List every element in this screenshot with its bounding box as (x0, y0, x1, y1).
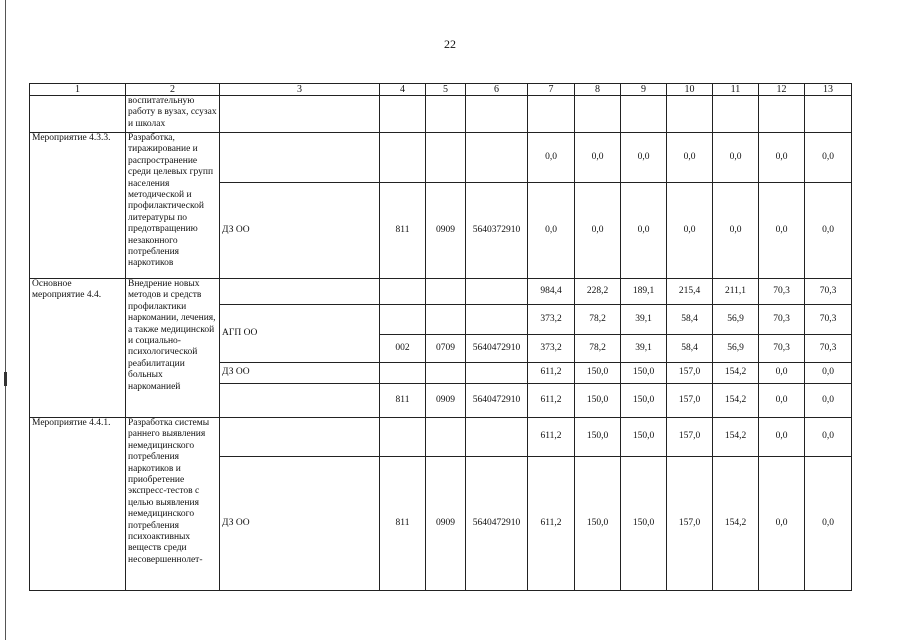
grbs-cell (380, 133, 426, 183)
section-cell (426, 305, 466, 335)
value-cell: 0,0 (805, 384, 852, 418)
executor-cell: ДЗ ОО (220, 183, 380, 279)
page-number: 22 (444, 37, 456, 51)
value-cell: 611,2 (528, 418, 575, 457)
value-cell: 39,1 (621, 305, 667, 335)
executor-cell (220, 96, 380, 133)
column-header: 13 (805, 84, 852, 96)
value-cell: 228,2 (575, 279, 621, 305)
value-cell: 150,0 (621, 457, 667, 591)
executor-cell: ДЗ ОО (220, 457, 380, 591)
column-header: 2 (126, 84, 220, 96)
grbs-cell (380, 363, 426, 384)
value-cell: 984,4 (528, 279, 575, 305)
target-cell (466, 279, 528, 305)
value-cell: 211,1 (713, 279, 759, 305)
value-cell: 70,3 (759, 335, 805, 363)
value-cell: 154,2 (713, 457, 759, 591)
value-cell: 0,0 (528, 183, 575, 279)
target-cell: 5640472910 (466, 384, 528, 418)
table-row (30, 418, 852, 457)
value-cell: 150,0 (575, 363, 621, 384)
value-cell: 0,0 (805, 183, 852, 279)
value-cell: 0,0 (805, 457, 852, 591)
target-cell: 5640372910 (466, 183, 528, 279)
value-cell: 154,2 (713, 418, 759, 457)
column-header: 12 (759, 84, 805, 96)
target-cell: 5640472910 (466, 335, 528, 363)
column-header: 10 (667, 84, 713, 96)
value-cell: 0,0 (575, 133, 621, 183)
value-cell: 0,0 (759, 363, 805, 384)
budget-table (29, 83, 852, 591)
target-cell (466, 133, 528, 183)
value-cell: 0,0 (621, 133, 667, 183)
executor-cell (220, 133, 380, 183)
section-cell: 0909 (426, 183, 466, 279)
column-header: 3 (220, 84, 380, 96)
value-cell: 611,2 (528, 363, 575, 384)
value-cell: 157,0 (667, 384, 713, 418)
value-cell: 0,0 (575, 183, 621, 279)
value-cell: 56,9 (713, 305, 759, 335)
description-cell: Разработка системы раннего выявления немедицинского потребления наркотиков и приобретение экспресс-тестов с целью выявления немедицинского потребления психоактивных веществ среди несовершеннолет- (126, 418, 220, 591)
grbs-cell: 002 (380, 335, 426, 363)
section-cell (426, 418, 466, 457)
value-cell (713, 96, 759, 133)
value-cell: 189,1 (621, 279, 667, 305)
value-cell: 56,9 (713, 335, 759, 363)
scan-edge-mark (4, 372, 7, 386)
value-cell (575, 96, 621, 133)
section-cell (426, 133, 466, 183)
value-cell: 150,0 (575, 384, 621, 418)
table-row (30, 133, 852, 183)
value-cell: 70,3 (759, 305, 805, 335)
target-cell (466, 418, 528, 457)
grbs-cell (380, 418, 426, 457)
value-cell: 611,2 (528, 457, 575, 591)
value-cell: 70,3 (805, 279, 852, 305)
description-cell: воспитательную работу в вузах, ссузах и школах (126, 96, 220, 133)
value-cell: 0,0 (759, 384, 805, 418)
column-header: 6 (466, 84, 528, 96)
section-cell: 0909 (426, 384, 466, 418)
value-cell: 157,0 (667, 457, 713, 591)
value-cell (528, 96, 575, 133)
description-cell: Разработка, тиражирование и распространение среди целевых групп населения методической и профилактической литературы по предотвращению незаконного потребления наркотиков (126, 133, 220, 279)
executor-cell (220, 279, 380, 305)
table-row (30, 96, 852, 133)
value-cell: 70,3 (759, 279, 805, 305)
column-header: 5 (426, 84, 466, 96)
value-cell: 0,0 (805, 418, 852, 457)
target-cell (466, 305, 528, 335)
value-cell: 0,0 (713, 183, 759, 279)
value-cell: 150,0 (575, 457, 621, 591)
value-cell: 58,4 (667, 335, 713, 363)
executor-cell: ДЗ ОО (220, 363, 380, 384)
grbs-cell: 811 (380, 384, 426, 418)
value-cell: 0,0 (667, 183, 713, 279)
grbs-cell (380, 96, 426, 133)
column-header: 9 (621, 84, 667, 96)
value-cell: 150,0 (575, 418, 621, 457)
target-cell (466, 363, 528, 384)
value-cell: 0,0 (528, 133, 575, 183)
program-cell: Мероприятие 4.3.3. (30, 133, 126, 279)
value-cell: 78,2 (575, 335, 621, 363)
column-header: 11 (713, 84, 759, 96)
value-cell: 611,2 (528, 384, 575, 418)
value-cell: 150,0 (621, 418, 667, 457)
value-cell: 0,0 (667, 133, 713, 183)
grbs-cell (380, 305, 426, 335)
grbs-cell (380, 279, 426, 305)
section-cell: 0909 (426, 457, 466, 591)
value-cell: 0,0 (759, 183, 805, 279)
target-cell: 5640472910 (466, 457, 528, 591)
value-cell: 154,2 (713, 384, 759, 418)
value-cell: 150,0 (621, 363, 667, 384)
column-header: 1 (30, 84, 126, 96)
value-cell: 0,0 (805, 363, 852, 384)
column-header: 4 (380, 84, 426, 96)
value-cell: 373,2 (528, 305, 575, 335)
value-cell (667, 96, 713, 133)
value-cell: 58,4 (667, 305, 713, 335)
grbs-cell: 811 (380, 183, 426, 279)
program-cell (30, 96, 126, 133)
value-cell: 0,0 (759, 418, 805, 457)
value-cell: 215,4 (667, 279, 713, 305)
description-cell: Внедрение новых методов и средств профилактики наркомании, лечения, а также медицинской и социально-психологической реабилитации больных наркоманией (126, 279, 220, 418)
value-cell (805, 96, 852, 133)
value-cell: 373,2 (528, 335, 575, 363)
value-cell: 70,3 (805, 305, 852, 335)
value-cell: 78,2 (575, 305, 621, 335)
section-cell (426, 96, 466, 133)
scan-left-edge (5, 0, 6, 640)
column-header: 7 (528, 84, 575, 96)
value-cell: 0,0 (713, 133, 759, 183)
value-cell (621, 96, 667, 133)
value-cell: 70,3 (805, 335, 852, 363)
value-cell: 0,0 (621, 183, 667, 279)
header-row (30, 84, 852, 96)
target-cell (466, 96, 528, 133)
value-cell: 0,0 (759, 457, 805, 591)
value-cell: 0,0 (759, 133, 805, 183)
section-cell: 0709 (426, 335, 466, 363)
value-cell: 39,1 (621, 335, 667, 363)
program-cell: Основное мероприятие 4.4. (30, 279, 126, 418)
executor-cell (220, 418, 380, 457)
value-cell (759, 96, 805, 133)
executor-cell: АГП ОО (220, 305, 380, 363)
program-cell: Мероприятие 4.4.1. (30, 418, 126, 591)
value-cell: 0,0 (805, 133, 852, 183)
section-cell (426, 363, 466, 384)
value-cell: 157,0 (667, 363, 713, 384)
section-cell (426, 279, 466, 305)
value-cell: 157,0 (667, 418, 713, 457)
table-row (30, 279, 852, 305)
grbs-cell: 811 (380, 457, 426, 591)
executor-cell (220, 384, 380, 418)
value-cell: 154,2 (713, 363, 759, 384)
value-cell: 150,0 (621, 384, 667, 418)
column-header: 8 (575, 84, 621, 96)
